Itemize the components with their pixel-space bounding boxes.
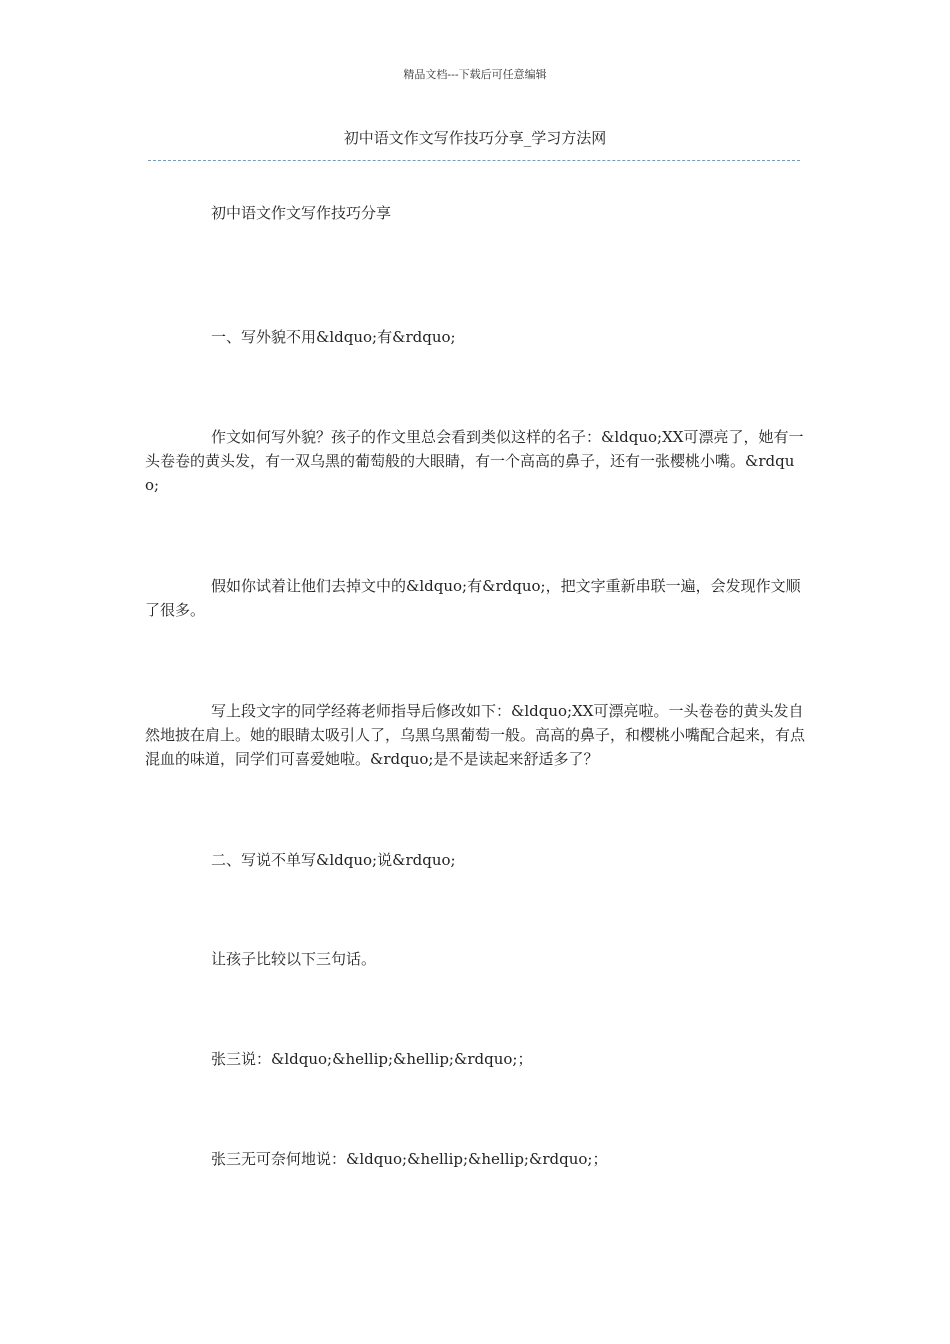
header-divider: [148, 160, 800, 161]
text-line-compare: 让孩子比较以下三句话。: [211, 950, 377, 968]
subtitle: 初中语文作文写作技巧分享: [211, 204, 392, 222]
text-line-example-2: 张三无可奈何地说：&ldquo;&hellip;&hellip;&rdquo;；: [211, 1150, 608, 1168]
section-1-heading: 一、写外貌不用&ldquo;有&rdquo;: [211, 328, 456, 346]
section-2-heading: 二、写说不单写&ldquo;说&rdquo;: [211, 851, 456, 869]
header-note: 精品文档---下载后可任意编辑: [403, 68, 547, 81]
paragraph-3: 写上段文字的同学经蒋老师指导后修改如下：&ldquo;XX可漂亮啦。一头卷卷的黄头发自然地披在肩上。她的眼睛太吸引人了，乌黑乌黑葡萄一般。高高的鼻子，和樱桃小嘴配合起来，有点混血的味道，同学们可喜爱她啦。&rdquo;是不是读起来舒适多了？: [145, 702, 806, 768]
paragraph-2: 假如你试着让他们去掉文中的&ldquo;有&rdquo;，把文字重新串联一遍，会发现作文顺了很多。: [145, 577, 801, 619]
document-title: 初中语文作文写作技巧分享_学习方法网: [343, 129, 607, 147]
paragraph-1: 作文如何写外貌？孩子的作文里总会看到类似这样的名子：&ldquo;XX可漂亮了，她有一头卷卷的黄头发，有一双乌黑的葡萄般的大眼睛，有一个高高的鼻子，还有一张樱桃小嘴。&rdquo;: [145, 428, 804, 494]
text-line-example-1: 张三说：&ldquo;&hellip;&hellip;&rdquo;；: [211, 1050, 533, 1068]
